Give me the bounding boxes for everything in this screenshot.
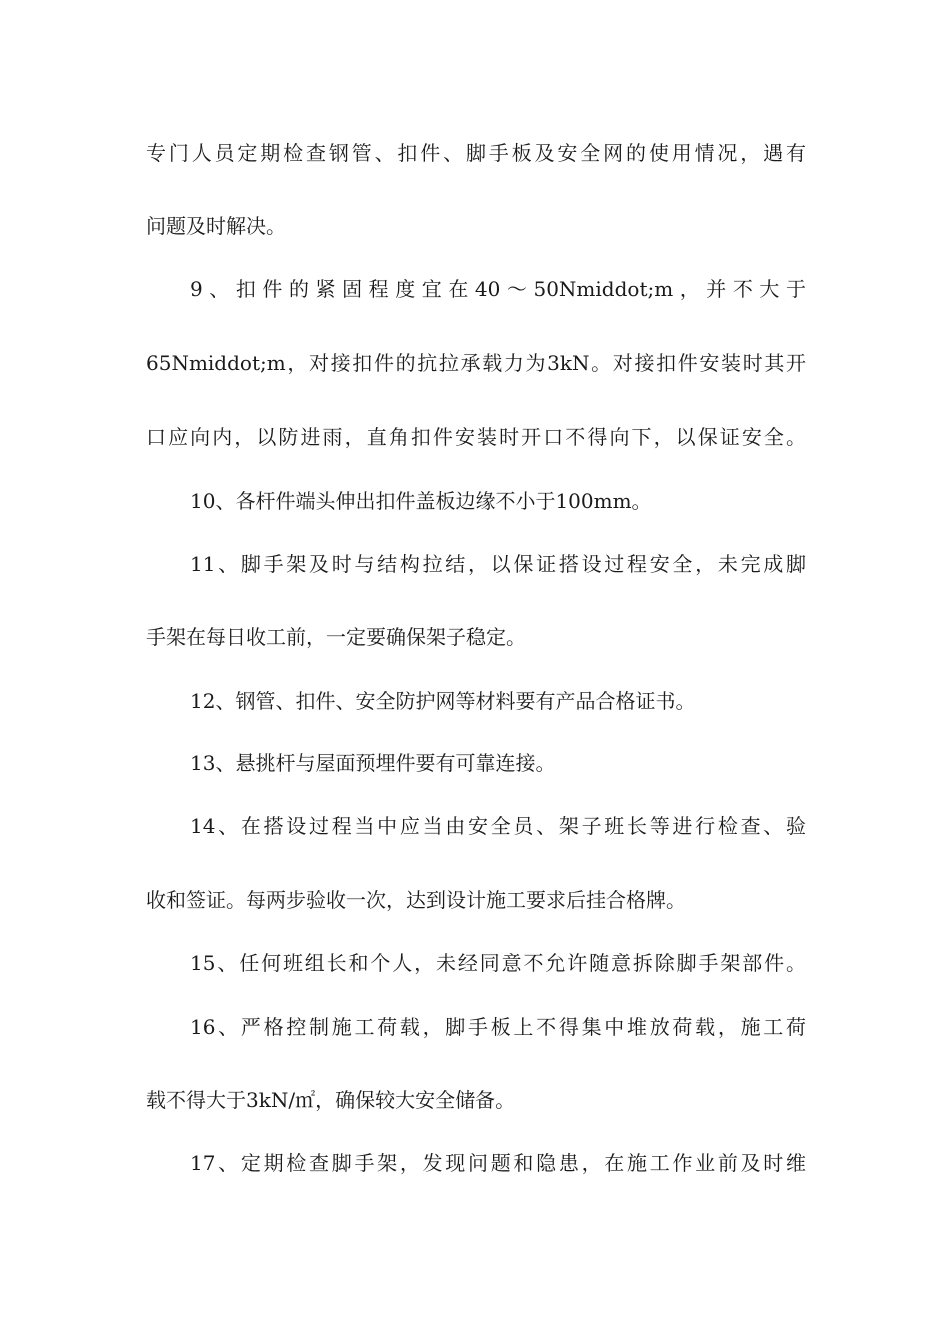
text-line: 专门人员定期检查钢管、扣件、脚手板及安全网的使用情况，遇有 <box>146 141 806 165</box>
text-line: 12、钢管、扣件、安全防护网等材料要有产品合格证书。 <box>190 689 696 713</box>
text-line: 收和签证。每两步验收一次，达到设计施工要求后挂合格牌。 <box>146 888 686 912</box>
text-line: 16、严格控制施工荷载，脚手板上不得集中堆放荷载，施工荷 <box>190 1015 806 1039</box>
text-line: 手架在每日收工前，一定要确保架子稳定。 <box>146 625 526 649</box>
text-line: 10、各杆件端头伸出扣件盖板边缘不小于100mm。 <box>190 489 652 513</box>
text-line: 载不得大于3kN/㎡，确保较大安全储备。 <box>146 1088 516 1112</box>
text-line: 口应向内，以防进雨，直角扣件安装时开口不得向下，以保证安全。 <box>146 425 806 449</box>
text-line: 9、扣件的紧固程度宜在40～50Nmiddot;m，并不大于 <box>190 277 806 301</box>
text-line: 11、脚手架及时与结构拉结，以保证搭设过程安全，未完成脚 <box>190 552 806 576</box>
text-line: 15、任何班组长和个人，未经同意不允许随意拆除脚手架部件。 <box>190 951 806 975</box>
text-line: 13、悬挑杆与屋面预埋件要有可靠连接。 <box>190 751 556 775</box>
text-line: 17、定期检查脚手架，发现问题和隐患，在施工作业前及时维 <box>190 1151 806 1175</box>
text-line: 14、在搭设过程当中应当由安全员、架子班长等进行检查、验 <box>190 814 806 838</box>
text-line: 问题及时解决。 <box>146 214 286 238</box>
text-line: 65Nmiddot;m，对接扣件的抗拉承载力为3kN。对接扣件安装时其开 <box>146 351 806 375</box>
